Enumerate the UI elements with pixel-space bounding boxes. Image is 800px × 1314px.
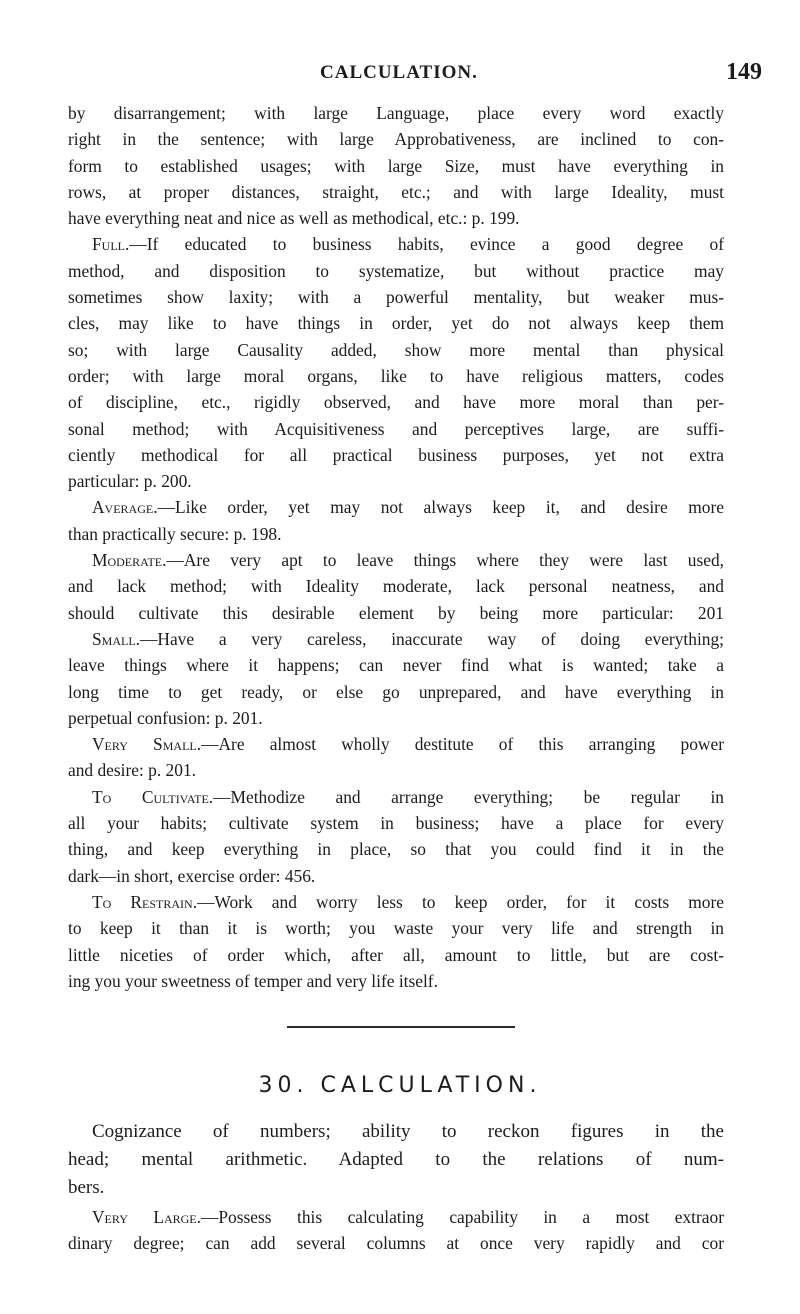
order-section-text [68,100,724,994]
text-line: order; with large moral organs, like to have religious matters, codes [68,365,724,386]
text-line: ciently methodical for all practical business purposes, yet not extra [68,444,724,465]
text-line: than practically secure: p. 198. [68,523,282,544]
text-line: perpetual confusion: p. 201. [68,707,263,728]
text-line: —Like order, yet may not always keep it, and desire more [157,497,724,518]
paragraph-small [68,626,724,652]
text-line: rows, at proper distances, straight, etc.; and with large Ideality, must [68,181,724,202]
text-line: so; with large Causality added, show more mental than physical [68,339,724,360]
text-line: Cognizance of numbers; ability to reckon figures in the [92,1121,724,1142]
section-title: 30. CALCULATION. [258,1073,542,1098]
text-line: —Possess this calculating capability in a most extraor [201,1207,724,1227]
text-line: —Methodize and arrange everything; be regular in [213,786,725,807]
text-line: cles, may like to have things in order, yet do not always keep them [68,313,724,334]
text-line: —Work and worry less to keep order, for it costs more [197,891,725,912]
paragraph-full [68,231,724,257]
text-line: bers. [68,1177,105,1198]
text-line: form to established usages; with large Size, must have everything in [68,155,724,176]
text-line: of discipline, etc., rigidly observed, and have more moral than per- [68,392,724,413]
paragraph-heading: To Cultivate. [92,786,214,807]
page-number: 149 [726,59,762,85]
text-line: —Have a very careless, inaccurate way of doing everything; [140,628,724,649]
paragraph-heading: Average. [92,497,158,518]
text-line: by disarrangement; with large Language, place every word exactly [68,103,724,123]
text-line: head; mental arithmetic. Adapted to the relations of num- [68,1149,724,1170]
text-line: long time to get ready, or else go unprepared, and have everything in [68,681,724,702]
calculation-definition [68,1118,724,1202]
section-divider [287,1026,515,1028]
paragraph-moderate [68,547,724,573]
text-line: to keep it than it is worth; you waste your very life and strength in [68,918,724,939]
text-line: particular: p. 200. [68,471,192,492]
paragraph-heading: Small. [92,628,141,649]
text-line: have everything neat and nice as well as methodical, etc.: p. 199. [68,208,520,229]
text-line: little niceties of order which, after all, amount to little, but are cost- [68,944,724,965]
paragraph-to-restrain [68,889,724,915]
text-line: —Are very apt to leave things where they were last used, [166,550,724,571]
paragraph-heading: Moderate. [92,550,167,571]
paragraph-average [68,494,724,520]
page-header [0,60,800,90]
paragraph-heading: Full. [92,234,130,255]
running-head: CALCULATION. [320,62,478,83]
text-line: method, and disposition to systematize, but without practice may [68,260,724,281]
text-line: sonal method; with Acquisitiveness and perceptives large, are suffi- [68,418,724,439]
text-line: thing, and keep everything in place, so that you could find it in the [68,839,724,860]
text-line: dinary degree; can add several columns at once very rapidly and cor [68,1233,724,1254]
calculation-very-large [68,1204,724,1257]
text-line: and lack method; with Ideality moderate, lack personal neatness, and [68,576,724,597]
text-line: all your habits; cultivate system in business; have a place for every [68,813,724,834]
paragraph-very-large [68,1204,724,1230]
paragraph-to-cultivate [68,784,724,810]
text-line: leave things where it happens; can never find what is wanted; take a [68,655,724,676]
text-line: ing you your sweetness of temper and very life itself. [68,970,438,991]
text-line: sometimes show laxity; with a powerful mentality, but weaker mus- [68,287,724,308]
text-line: should cultivate this desirable element by being more particular: 201 [68,602,724,623]
text-line: right in the sentence; with large Approbativeness, are inclined to con- [68,129,724,150]
paragraph-heading: To Restrain. [92,891,198,912]
paragraph-heading: Very Large. [92,1207,201,1227]
text-line: and desire: p. 201. [68,760,196,781]
text-line: —If educated to business habits, evince a good degree of [129,234,724,255]
paragraph-heading: Very Small. [92,734,202,755]
text-line: —Are almost wholly destitute of this arranging power [201,734,724,755]
paragraph-very-small [68,731,724,757]
text-line: dark—in short, exercise order: 456. [68,865,316,886]
